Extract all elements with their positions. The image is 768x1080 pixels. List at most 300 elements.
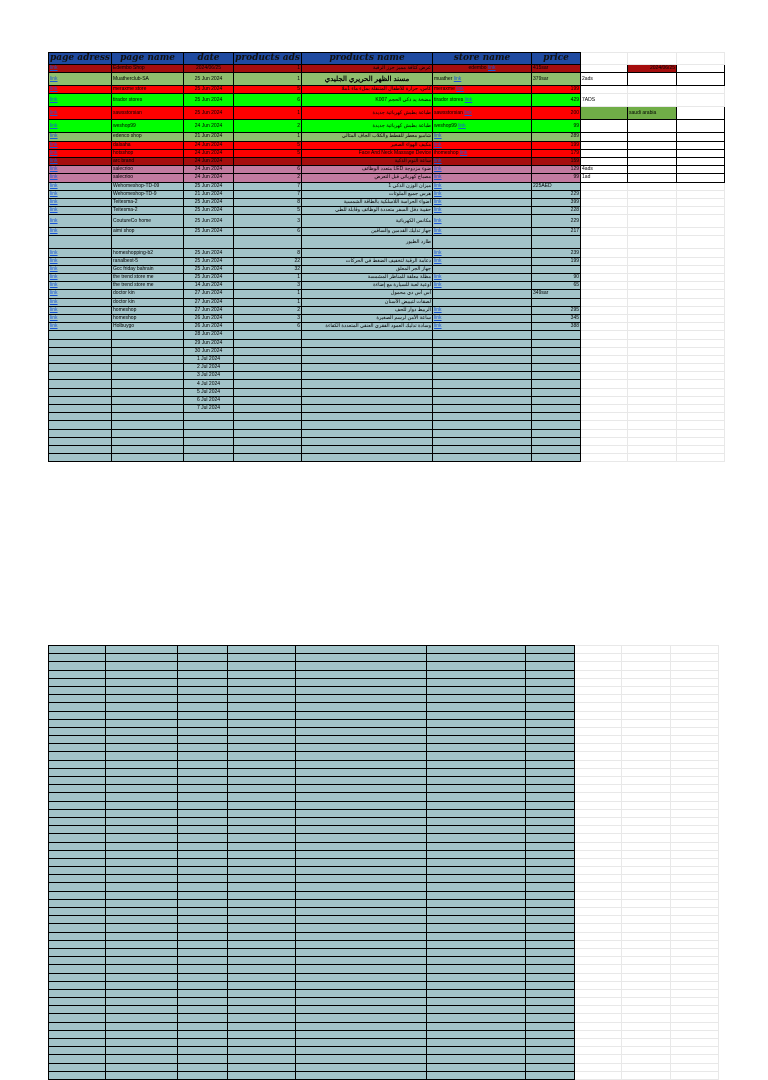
empty-cell[interactable] bbox=[106, 948, 178, 956]
date-cell[interactable]: 2 Jul 2024 bbox=[184, 364, 234, 372]
price-cell[interactable]: 379sar bbox=[532, 73, 581, 86]
empty-cell[interactable] bbox=[49, 957, 106, 965]
page-adress-cell[interactable] bbox=[49, 228, 112, 236]
empty-cell[interactable] bbox=[622, 817, 671, 825]
empty-cell[interactable] bbox=[575, 703, 622, 711]
empty-cell[interactable] bbox=[526, 932, 575, 940]
empty-cell[interactable] bbox=[178, 752, 228, 760]
empty-cell[interactable] bbox=[532, 396, 581, 404]
date-cell[interactable]: 30 Jun 2024 bbox=[184, 347, 234, 355]
empty-cell[interactable] bbox=[228, 875, 296, 883]
empty-cell[interactable] bbox=[581, 339, 628, 347]
link[interactable]: link bbox=[459, 149, 468, 156]
store-name-cell[interactable] bbox=[433, 86, 532, 94]
empty-cell[interactable] bbox=[302, 339, 433, 347]
empty-cell[interactable] bbox=[106, 646, 178, 654]
page-name-cell[interactable]: Teitesma-2 bbox=[112, 207, 184, 215]
empty-cell[interactable] bbox=[622, 678, 671, 686]
empty-cell[interactable] bbox=[49, 908, 106, 916]
empty-cell[interactable] bbox=[106, 817, 178, 825]
empty-cell[interactable] bbox=[178, 1055, 228, 1063]
col-header-products-name[interactable]: products name bbox=[302, 53, 433, 65]
page-adress-cell[interactable] bbox=[49, 274, 112, 282]
empty-cell[interactable] bbox=[178, 817, 228, 825]
empty-cell[interactable] bbox=[49, 1022, 106, 1030]
empty-cell[interactable] bbox=[575, 965, 622, 973]
empty-cell[interactable] bbox=[575, 801, 622, 809]
extra-cell[interactable] bbox=[677, 323, 725, 331]
empty-cell[interactable] bbox=[49, 695, 106, 703]
empty-cell[interactable] bbox=[581, 372, 628, 380]
products-ads-cell[interactable]: 1 bbox=[234, 298, 302, 306]
empty-cell[interactable] bbox=[677, 331, 725, 339]
page-adress-cell[interactable] bbox=[49, 236, 112, 249]
empty-cell[interactable] bbox=[49, 396, 112, 404]
extra-cell[interactable] bbox=[581, 120, 628, 133]
empty-cell[interactable] bbox=[671, 1071, 719, 1079]
empty-cell[interactable] bbox=[671, 686, 719, 694]
empty-cell[interactable] bbox=[228, 809, 296, 817]
page-adress-cell[interactable] bbox=[49, 290, 112, 298]
empty-cell[interactable] bbox=[228, 1063, 296, 1071]
price-cell[interactable]: 399 bbox=[532, 198, 581, 206]
empty-cell[interactable] bbox=[178, 809, 228, 817]
empty-cell[interactable] bbox=[427, 891, 526, 899]
extra-cell[interactable]: 4ads bbox=[581, 166, 628, 174]
extra-cell[interactable] bbox=[628, 249, 677, 257]
date-cell[interactable]: 25 Jun 2024 bbox=[184, 73, 234, 86]
empty-cell[interactable] bbox=[106, 891, 178, 899]
empty-cell[interactable] bbox=[526, 695, 575, 703]
empty-cell[interactable] bbox=[575, 777, 622, 785]
extra-cell[interactable] bbox=[628, 182, 677, 190]
extra-cell[interactable] bbox=[628, 298, 677, 306]
empty-cell[interactable] bbox=[622, 940, 671, 948]
empty-cell[interactable] bbox=[575, 752, 622, 760]
empty-cell[interactable] bbox=[296, 817, 427, 825]
products-name-cell[interactable]: أس أس دي محمول bbox=[302, 290, 433, 298]
empty-cell[interactable] bbox=[671, 760, 719, 768]
products-ads-cell[interactable]: 5 bbox=[234, 207, 302, 215]
extra-cell[interactable] bbox=[581, 182, 628, 190]
empty-cell[interactable] bbox=[228, 727, 296, 735]
products-name-cell[interactable]: Face And Neck Massage Device bbox=[302, 149, 433, 157]
empty-cell[interactable] bbox=[106, 908, 178, 916]
link[interactable]: link bbox=[50, 65, 58, 72]
empty-cell[interactable] bbox=[228, 686, 296, 694]
empty-cell[interactable] bbox=[184, 421, 234, 429]
empty-cell[interactable] bbox=[427, 1014, 526, 1022]
extra-cell[interactable] bbox=[628, 228, 677, 236]
products-ads-cell[interactable]: 7 bbox=[234, 190, 302, 198]
col-header-price[interactable]: price bbox=[532, 53, 581, 65]
empty-cell[interactable] bbox=[178, 932, 228, 940]
empty-cell[interactable] bbox=[106, 834, 178, 842]
empty-cell[interactable] bbox=[178, 899, 228, 907]
empty-cell[interactable] bbox=[526, 752, 575, 760]
products-ads-cell[interactable]: 7 bbox=[234, 182, 302, 190]
date-cell[interactable]: 24 Jun 2024 bbox=[184, 157, 234, 165]
products-ads-cell[interactable]: 5 bbox=[234, 149, 302, 157]
store-name-cell[interactable] bbox=[433, 94, 532, 107]
empty-cell[interactable] bbox=[581, 429, 628, 437]
empty-cell[interactable] bbox=[677, 372, 725, 380]
extra-cell[interactable] bbox=[581, 306, 628, 314]
page-adress-cell[interactable] bbox=[49, 207, 112, 215]
empty-cell[interactable] bbox=[228, 1047, 296, 1055]
empty-cell[interactable] bbox=[622, 744, 671, 752]
page-adress-cell[interactable] bbox=[49, 298, 112, 306]
date-cell[interactable]: 7 Jul 2024 bbox=[184, 405, 234, 413]
empty-cell[interactable] bbox=[671, 834, 719, 842]
extra-cell[interactable] bbox=[581, 290, 628, 298]
store-name-cell[interactable] bbox=[433, 120, 532, 133]
empty-cell[interactable] bbox=[671, 793, 719, 801]
extra-cell[interactable] bbox=[677, 282, 725, 290]
empty-cell[interactable] bbox=[228, 703, 296, 711]
empty-cell[interactable] bbox=[526, 777, 575, 785]
link[interactable]: link bbox=[50, 228, 58, 235]
empty-cell[interactable] bbox=[677, 413, 725, 421]
page-adress-cell[interactable] bbox=[49, 166, 112, 174]
price-cell[interactable]: 349sar bbox=[532, 290, 581, 298]
empty-cell[interactable] bbox=[49, 899, 106, 907]
empty-cell[interactable] bbox=[296, 1014, 427, 1022]
products-name-cell[interactable]: ضوء مزدوجة LED متعدد الوظائف bbox=[302, 166, 433, 174]
empty-cell[interactable] bbox=[526, 875, 575, 883]
col-header-page-adress[interactable]: page adress bbox=[50, 53, 111, 63]
empty-cell[interactable] bbox=[106, 777, 178, 785]
empty-cell[interactable] bbox=[49, 454, 112, 462]
empty-cell[interactable] bbox=[228, 695, 296, 703]
page-adress-cell[interactable] bbox=[49, 282, 112, 290]
empty-cell[interactable] bbox=[106, 1055, 178, 1063]
empty-cell[interactable] bbox=[49, 1030, 106, 1038]
empty-cell[interactable] bbox=[575, 940, 622, 948]
page-name-cell[interactable]: the trend store me bbox=[112, 282, 184, 290]
empty-cell[interactable] bbox=[575, 981, 622, 989]
empty-cell[interactable] bbox=[106, 686, 178, 694]
products-ads-cell[interactable]: 5 bbox=[234, 86, 302, 94]
extra-cell[interactable] bbox=[581, 86, 628, 94]
empty-cell[interactable] bbox=[234, 429, 302, 437]
page-name-cell[interactable]: Wehomeshop-TD-9 bbox=[112, 190, 184, 198]
empty-cell[interactable] bbox=[178, 867, 228, 875]
empty-cell[interactable] bbox=[671, 998, 719, 1006]
empty-cell[interactable] bbox=[228, 1006, 296, 1014]
empty-cell[interactable] bbox=[228, 842, 296, 850]
empty-cell[interactable] bbox=[427, 1006, 526, 1014]
empty-cell[interactable] bbox=[622, 1071, 671, 1079]
empty-cell[interactable] bbox=[112, 339, 184, 347]
extra-cell[interactable] bbox=[677, 86, 725, 94]
link[interactable]: link bbox=[434, 249, 442, 256]
link[interactable]: link bbox=[434, 133, 442, 140]
empty-cell[interactable] bbox=[112, 413, 184, 421]
empty-cell[interactable] bbox=[532, 429, 581, 437]
empty-cell[interactable] bbox=[671, 695, 719, 703]
empty-cell[interactable] bbox=[526, 1047, 575, 1055]
empty-cell[interactable] bbox=[526, 850, 575, 858]
store-name-cell[interactable] bbox=[433, 265, 532, 273]
products-ads-cell[interactable]: 3 bbox=[234, 282, 302, 290]
empty-cell[interactable] bbox=[106, 924, 178, 932]
empty-cell[interactable] bbox=[427, 1030, 526, 1038]
empty-cell[interactable] bbox=[622, 760, 671, 768]
empty-cell[interactable] bbox=[526, 1030, 575, 1038]
products-ads-cell[interactable] bbox=[234, 236, 302, 249]
empty-cell[interactable] bbox=[296, 646, 427, 654]
empty-cell[interactable] bbox=[234, 364, 302, 372]
products-ads-cell[interactable]: 8 bbox=[234, 249, 302, 257]
empty-cell[interactable] bbox=[622, 1014, 671, 1022]
extra-cell[interactable]: 1ad bbox=[581, 174, 628, 182]
page-name-cell[interactable]: Wehomeshop-TD-09 bbox=[112, 182, 184, 190]
empty-cell[interactable] bbox=[178, 940, 228, 948]
empty-cell[interactable] bbox=[575, 867, 622, 875]
empty-cell[interactable] bbox=[178, 695, 228, 703]
empty-cell[interactable] bbox=[526, 744, 575, 752]
empty-cell[interactable] bbox=[671, 1047, 719, 1055]
empty-cell[interactable] bbox=[106, 1047, 178, 1055]
empty-cell[interactable] bbox=[427, 695, 526, 703]
empty-cell[interactable] bbox=[622, 1006, 671, 1014]
empty-cell[interactable] bbox=[532, 437, 581, 445]
empty-cell[interactable] bbox=[671, 981, 719, 989]
empty-cell[interactable] bbox=[575, 1022, 622, 1030]
page-adress-cell[interactable] bbox=[49, 174, 112, 182]
empty-cell[interactable] bbox=[581, 405, 628, 413]
link[interactable]: link bbox=[434, 174, 442, 181]
empty-cell[interactable] bbox=[106, 678, 178, 686]
empty-cell[interactable] bbox=[228, 850, 296, 858]
empty-cell[interactable] bbox=[671, 646, 719, 654]
empty-cell[interactable] bbox=[184, 454, 234, 462]
empty-cell[interactable] bbox=[427, 1039, 526, 1047]
empty-cell[interactable] bbox=[178, 678, 228, 686]
empty-cell[interactable] bbox=[622, 924, 671, 932]
empty-cell[interactable] bbox=[228, 834, 296, 842]
empty-cell[interactable] bbox=[49, 924, 106, 932]
empty-cell[interactable] bbox=[575, 932, 622, 940]
products-ads-cell[interactable]: 1 bbox=[234, 274, 302, 282]
products-name-cell[interactable]: مكيف الهواء الصغير bbox=[302, 141, 433, 149]
empty-cell[interactable] bbox=[178, 719, 228, 727]
page-name-cell[interactable]: homeshop bbox=[112, 306, 184, 314]
extra-cell[interactable] bbox=[581, 236, 628, 249]
products-ads-cell[interactable]: 2 bbox=[234, 174, 302, 182]
empty-cell[interactable] bbox=[49, 932, 106, 940]
empty-cell[interactable] bbox=[296, 1030, 427, 1038]
col-header-page-name[interactable]: page name bbox=[112, 53, 184, 65]
empty-cell[interactable] bbox=[671, 678, 719, 686]
extra-cell[interactable] bbox=[581, 215, 628, 228]
products-name-cell[interactable]: مظلة معلقة للمناظر المشمسة bbox=[302, 274, 433, 282]
empty-cell[interactable] bbox=[433, 429, 532, 437]
empty-cell[interactable] bbox=[106, 760, 178, 768]
empty-cell[interactable] bbox=[622, 842, 671, 850]
empty-cell[interactable] bbox=[427, 1022, 526, 1030]
empty-cell[interactable] bbox=[427, 973, 526, 981]
empty-cell[interactable] bbox=[49, 421, 112, 429]
empty-cell[interactable] bbox=[178, 948, 228, 956]
empty-cell[interactable] bbox=[575, 842, 622, 850]
empty-cell[interactable] bbox=[622, 1063, 671, 1071]
empty-cell[interactable] bbox=[581, 413, 628, 421]
link[interactable]: link bbox=[50, 190, 58, 197]
date-cell[interactable]: 26 Jun 2024 bbox=[184, 314, 234, 322]
empty-cell[interactable] bbox=[49, 719, 106, 727]
date-cell[interactable]: 1 Jul 2024 bbox=[184, 355, 234, 363]
empty-cell[interactable] bbox=[526, 1039, 575, 1047]
empty-cell[interactable] bbox=[575, 662, 622, 670]
empty-cell[interactable] bbox=[106, 727, 178, 735]
empty-cell[interactable] bbox=[671, 703, 719, 711]
empty-cell[interactable] bbox=[228, 768, 296, 776]
empty-cell[interactable] bbox=[622, 891, 671, 899]
empty-cell[interactable] bbox=[677, 421, 725, 429]
page-name-cell[interactable]: weshop99 bbox=[112, 120, 184, 133]
store-name-cell[interactable] bbox=[433, 249, 532, 257]
link[interactable]: link bbox=[50, 96, 58, 103]
empty-cell[interactable] bbox=[575, 654, 622, 662]
empty-cell[interactable] bbox=[622, 670, 671, 678]
empty-cell[interactable] bbox=[433, 388, 532, 396]
empty-cell[interactable] bbox=[49, 331, 112, 339]
empty-cell[interactable] bbox=[49, 1006, 106, 1014]
page-name-cell[interactable]: homeshop bbox=[112, 314, 184, 322]
empty-cell[interactable] bbox=[575, 1039, 622, 1047]
empty-cell[interactable] bbox=[296, 908, 427, 916]
empty-cell[interactable] bbox=[228, 957, 296, 965]
page-adress-cell[interactable] bbox=[49, 190, 112, 198]
extra-cell[interactable] bbox=[581, 157, 628, 165]
empty-cell[interactable] bbox=[178, 973, 228, 981]
empty-cell[interactable] bbox=[581, 364, 628, 372]
empty-cell[interactable] bbox=[622, 654, 671, 662]
empty-cell[interactable] bbox=[433, 364, 532, 372]
empty-cell[interactable] bbox=[178, 1014, 228, 1022]
empty-cell[interactable] bbox=[49, 973, 106, 981]
price-cell[interactable]: 199 bbox=[532, 86, 581, 94]
empty-cell[interactable] bbox=[526, 1055, 575, 1063]
empty-cell[interactable] bbox=[677, 396, 725, 404]
empty-cell[interactable] bbox=[228, 1014, 296, 1022]
date-cell[interactable]: 25 Jun 2024 bbox=[184, 249, 234, 257]
empty-cell[interactable] bbox=[49, 727, 106, 735]
date-cell[interactable]: 25 Jun 2024 bbox=[184, 198, 234, 206]
date-cell[interactable]: 6 Jul 2024 bbox=[184, 396, 234, 404]
empty-cell[interactable] bbox=[526, 760, 575, 768]
extra-cell[interactable] bbox=[677, 107, 725, 120]
empty-cell[interactable] bbox=[228, 1022, 296, 1030]
empty-cell[interactable] bbox=[49, 989, 106, 997]
empty-cell[interactable] bbox=[228, 932, 296, 940]
empty-cell[interactable] bbox=[49, 891, 106, 899]
link[interactable]: link bbox=[434, 207, 442, 214]
empty-cell[interactable] bbox=[106, 989, 178, 997]
page-adress-cell[interactable] bbox=[49, 120, 112, 133]
price-cell[interactable] bbox=[532, 265, 581, 273]
empty-cell[interactable] bbox=[302, 437, 433, 445]
empty-cell[interactable] bbox=[49, 842, 106, 850]
empty-cell[interactable] bbox=[296, 801, 427, 809]
price-cell[interactable]: 90 bbox=[532, 274, 581, 282]
empty-cell[interactable] bbox=[106, 752, 178, 760]
link[interactable]: link bbox=[464, 109, 472, 116]
price-cell[interactable]: 345 bbox=[532, 314, 581, 322]
empty-cell[interactable] bbox=[526, 809, 575, 817]
empty-header-cell[interactable] bbox=[628, 53, 677, 65]
empty-cell[interactable] bbox=[178, 908, 228, 916]
empty-cell[interactable] bbox=[427, 752, 526, 760]
empty-cell[interactable] bbox=[575, 899, 622, 907]
empty-cell[interactable] bbox=[296, 703, 427, 711]
empty-cell[interactable] bbox=[622, 834, 671, 842]
date-cell[interactable]: 24 Jun 2024 bbox=[184, 120, 234, 133]
empty-cell[interactable] bbox=[622, 793, 671, 801]
link[interactable]: link bbox=[50, 298, 58, 305]
empty-cell[interactable] bbox=[49, 388, 112, 396]
empty-cell[interactable] bbox=[112, 437, 184, 445]
empty-cell[interactable] bbox=[49, 347, 112, 355]
col-header-store-name[interactable]: store name bbox=[433, 53, 532, 65]
date-cell[interactable]: 3 Jul 2024 bbox=[184, 372, 234, 380]
empty-cell[interactable] bbox=[228, 989, 296, 997]
empty-cell[interactable] bbox=[671, 1063, 719, 1071]
empty-cell[interactable] bbox=[228, 760, 296, 768]
empty-cell[interactable] bbox=[178, 793, 228, 801]
empty-cell[interactable] bbox=[671, 670, 719, 678]
empty-cell[interactable] bbox=[228, 801, 296, 809]
empty-cell[interactable] bbox=[106, 1006, 178, 1014]
empty-cell[interactable] bbox=[178, 1063, 228, 1071]
empty-cell[interactable] bbox=[106, 858, 178, 866]
empty-cell[interactable] bbox=[622, 1047, 671, 1055]
empty-cell[interactable] bbox=[296, 867, 427, 875]
empty-cell[interactable] bbox=[49, 801, 106, 809]
empty-cell[interactable] bbox=[296, 727, 427, 735]
empty-cell[interactable] bbox=[622, 727, 671, 735]
products-name-cell[interactable]: مصباح كهربائي قبل التعرض bbox=[302, 174, 433, 182]
date-cell[interactable]: 25 Jun 2024 bbox=[184, 265, 234, 273]
empty-cell[interactable] bbox=[302, 364, 433, 372]
extra-cell[interactable] bbox=[581, 141, 628, 149]
empty-cell[interactable] bbox=[433, 339, 532, 347]
empty-cell[interactable] bbox=[671, 809, 719, 817]
empty-cell[interactable] bbox=[228, 662, 296, 670]
empty-cell[interactable] bbox=[302, 388, 433, 396]
link[interactable]: link bbox=[50, 282, 58, 289]
extra-cell[interactable] bbox=[677, 94, 725, 107]
empty-cell[interactable] bbox=[532, 364, 581, 372]
empty-cell[interactable] bbox=[427, 809, 526, 817]
products-ads-cell[interactable]: 8 bbox=[234, 198, 302, 206]
empty-cell[interactable] bbox=[178, 957, 228, 965]
link[interactable]: link bbox=[434, 323, 442, 330]
empty-cell[interactable] bbox=[112, 405, 184, 413]
link[interactable]: link bbox=[456, 86, 464, 93]
empty-cell[interactable] bbox=[427, 768, 526, 776]
empty-cell[interactable] bbox=[302, 396, 433, 404]
empty-cell[interactable] bbox=[532, 421, 581, 429]
empty-cell[interactable] bbox=[49, 1039, 106, 1047]
empty-cell[interactable] bbox=[581, 454, 628, 462]
empty-cell[interactable] bbox=[296, 998, 427, 1006]
empty-cell[interactable] bbox=[575, 908, 622, 916]
link[interactable]: link bbox=[434, 257, 442, 264]
link[interactable]: link bbox=[50, 75, 58, 82]
